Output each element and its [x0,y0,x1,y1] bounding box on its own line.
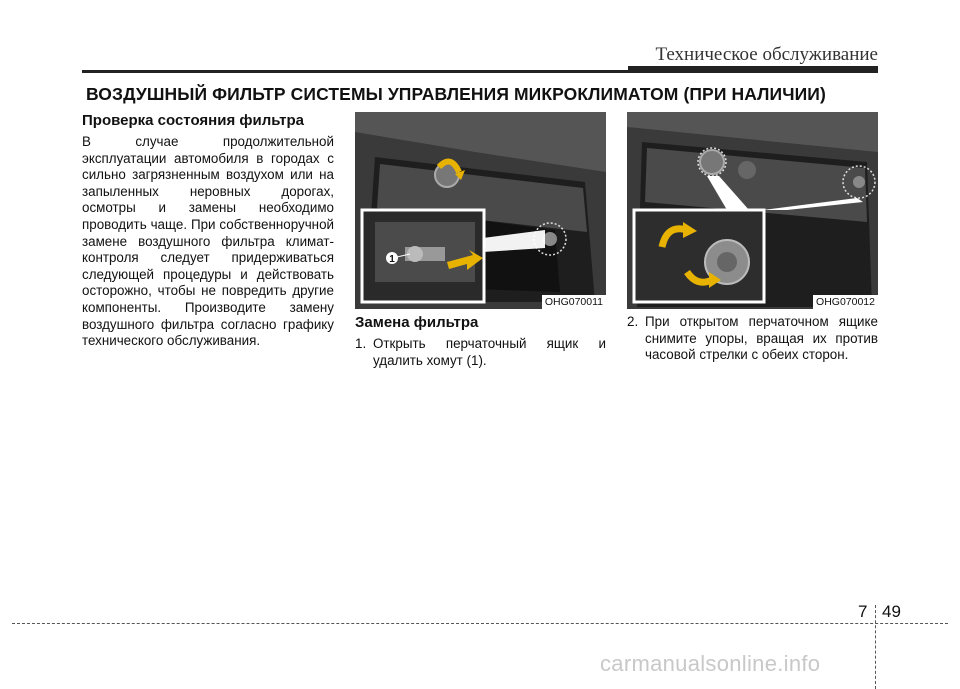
body-text-check: В случае продолжительной эксплуатации автомобиля в городах с сильно загрязненным воздухом или на запыленных неровных дорогах, осмотры и замены необходимо проводить чаще. При собственноручной замене воздушного фильтра климат-контроля следует придерживаться следующей процедуры и действовать осторожно, чтобы не повредить другие компоненты. Производите замену воздушного фильтра согласно графику технического обслуживания. [82,134,334,349]
footer-dashed-rule [12,623,948,624]
glovebox-clamp-illustration [355,112,606,309]
section-heading: ВОЗДУШНЫЙ ФИЛЬТР СИСТЕМЫ УПРАВЛЕНИЯ МИКРОКЛИМАТОМ (ПРИ НАЛИЧИИ) [86,84,826,104]
page-header-title: Техническое обслуживание [655,44,878,65]
step-number: 1. [355,336,367,351]
footer-vertical-dash [875,605,876,689]
page-number: 49 [882,602,901,621]
column-step-2 [627,314,878,364]
glovebox-stoppers-illustration [627,112,878,309]
figure-caption: OHG070011 [542,295,606,309]
sub-heading-replace: Замена фильтра [355,314,479,331]
header-rule-accent [628,66,878,73]
chapter-number: 7 [858,602,868,621]
callout-number: 1 [389,254,395,265]
figure-glovebox-clamp [355,112,606,309]
step-text: При открытом перчаточном ящике снимите упоры, вращая их против часовой стрелки с обеих сторон. [645,314,878,363]
step-1 [355,336,606,369]
step-number: 2. [627,314,639,329]
watermark: carmanualsonline.info [600,651,821,676]
column-check-filter [82,112,334,350]
sub-heading-check: Проверка состояния фильтра [82,112,304,129]
column-replace-filter [355,314,606,369]
figure-caption: OHG070012 [813,295,878,309]
step-text: Открыть перчаточный ящик и удалить хомут (1). [373,336,606,368]
step-2 [627,314,878,364]
figure-glovebox-stoppers [627,112,878,309]
